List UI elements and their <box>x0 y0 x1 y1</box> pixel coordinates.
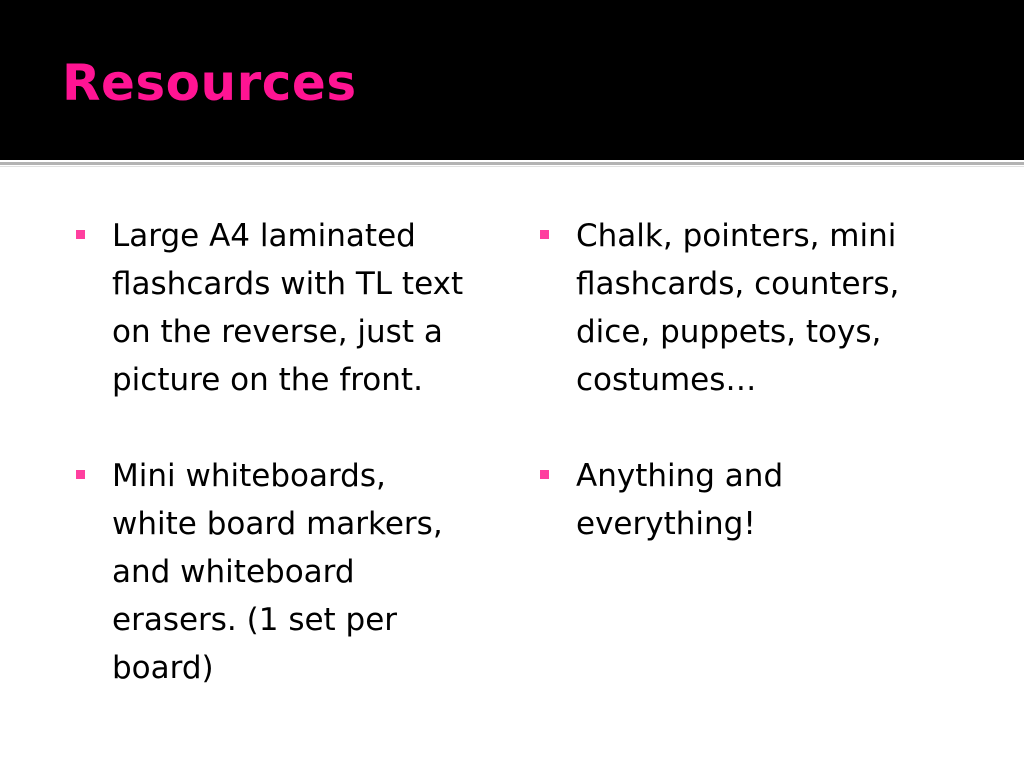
title-divider-shadow <box>0 166 1024 167</box>
list-item <box>76 452 476 692</box>
title-divider <box>0 162 1024 165</box>
bullet-text: Mini whiteboards, white board markers, and whiteboard erasers. (1 set per board) <box>112 458 443 686</box>
bullet-text: Chalk, pointers, mini flashcards, counters, dice, puppets, toys, costumes… <box>576 218 900 398</box>
slide-title: Resources <box>62 54 357 112</box>
list-item <box>540 452 940 548</box>
square-bullet-icon <box>540 470 549 479</box>
list-item <box>76 212 476 404</box>
list-item <box>540 212 940 404</box>
square-bullet-icon <box>540 230 549 239</box>
square-bullet-icon <box>76 230 85 239</box>
bullet-text: Large A4 laminated flashcards with TL text on the reverse, just a picture on the front. <box>112 218 464 398</box>
title-bar <box>0 0 1024 160</box>
left-column <box>76 212 476 740</box>
square-bullet-icon <box>76 470 85 479</box>
right-column <box>540 212 940 596</box>
bullet-text: Anything and everything! <box>576 458 784 542</box>
